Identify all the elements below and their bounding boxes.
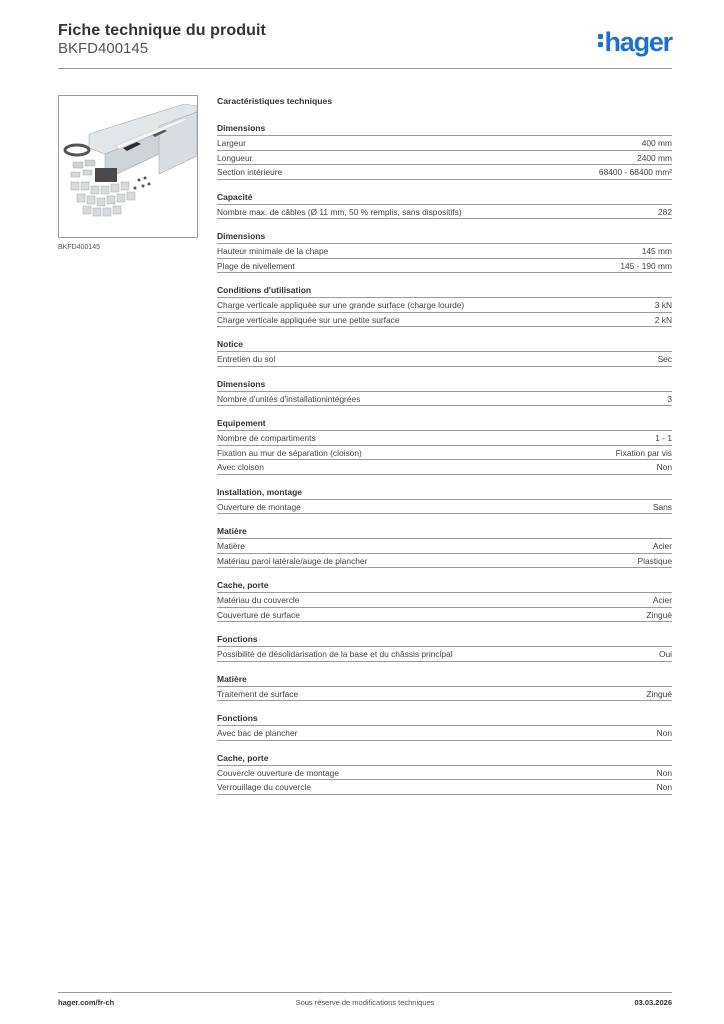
spec-group-title: Dimensions bbox=[217, 122, 672, 136]
spec-group bbox=[217, 417, 672, 475]
spec-value: 145 mm bbox=[641, 246, 672, 256]
footer-date: 03.03.2026 bbox=[634, 998, 672, 1007]
spec-value: Oui bbox=[658, 649, 672, 659]
spec-row bbox=[217, 726, 672, 741]
spec-label: Fixation au mur de séparation (cloison) bbox=[217, 447, 362, 458]
spec-label: Largeur bbox=[217, 138, 246, 148]
spec-label: Couvercle ouverture de montage bbox=[217, 767, 339, 778]
spec-row bbox=[217, 136, 672, 151]
spec-row bbox=[217, 151, 672, 166]
spec-group bbox=[217, 284, 672, 327]
spec-group bbox=[217, 191, 672, 220]
spec-group-title: Conditions d'utilisation bbox=[217, 284, 672, 298]
spec-label: Longueur bbox=[217, 152, 253, 163]
spec-label: Possibilité de désolidarisation de la base et du châssis principal bbox=[217, 649, 453, 659]
spec-group-title: Equipement bbox=[217, 417, 672, 431]
spec-value: Acier bbox=[652, 541, 672, 551]
spec-row bbox=[217, 205, 672, 220]
spec-label: Couverture de surface bbox=[217, 609, 300, 620]
spec-value: Sans bbox=[652, 501, 672, 512]
spec-row bbox=[217, 554, 672, 569]
spec-row bbox=[217, 446, 672, 461]
spec-label: Plage de nivellement bbox=[217, 260, 295, 271]
spec-label: Avec cloison bbox=[217, 462, 264, 472]
spec-label: Charge verticale appliquée sur une grande surface (charge lourde) bbox=[217, 300, 465, 310]
spec-group bbox=[217, 633, 672, 662]
image-caption: BKFD400145 bbox=[58, 244, 101, 251]
spec-row bbox=[217, 593, 672, 608]
spec-group-title: Fonctions bbox=[217, 633, 672, 647]
spec-group bbox=[217, 122, 672, 180]
spec-label: Matière bbox=[217, 541, 245, 551]
spec-group bbox=[217, 338, 672, 367]
spec-label: Section intérieure bbox=[217, 167, 283, 177]
spec-group-title: Matière bbox=[217, 525, 672, 539]
spec-value: 3 bbox=[667, 393, 672, 404]
cable-duct-illustration bbox=[59, 96, 197, 237]
spec-value: 282 bbox=[658, 206, 672, 217]
spec-group bbox=[217, 712, 672, 741]
spec-label: Verrouillage du couvercle bbox=[217, 782, 312, 792]
spec-group bbox=[217, 230, 672, 273]
page-header bbox=[58, 22, 672, 68]
spec-value: 1 - 1 bbox=[655, 433, 672, 443]
spec-row bbox=[217, 766, 672, 781]
spec-label: Nombre d'unités d'installationintégrées bbox=[217, 393, 361, 404]
spec-value: Plastique bbox=[637, 555, 672, 566]
footer-website-link[interactable]: hager.com/fr-ch bbox=[58, 998, 115, 1007]
spec-group-title: Dimensions bbox=[217, 378, 672, 392]
technical-specs bbox=[217, 96, 672, 806]
spec-group-title: Matière bbox=[217, 673, 672, 687]
spec-row bbox=[217, 313, 672, 328]
spec-label: Hauteur minimale de la chape bbox=[217, 246, 329, 256]
spec-group-title: Cache, porte bbox=[217, 579, 672, 593]
spec-label: Charge verticale appliquée sur une petite surface bbox=[217, 314, 400, 325]
spec-label: Matériau paroi latérale/auge de plancher bbox=[217, 555, 368, 566]
spec-group bbox=[217, 525, 672, 568]
logo-dots-icon bbox=[598, 34, 603, 48]
spec-row bbox=[217, 647, 672, 662]
spec-value: Non bbox=[656, 767, 672, 778]
spec-row bbox=[217, 608, 672, 623]
product-image bbox=[58, 95, 198, 238]
page-footer bbox=[58, 993, 672, 1007]
spec-row bbox=[217, 165, 672, 180]
specs-heading: Caractéristiques techniques bbox=[217, 96, 333, 106]
spec-row bbox=[217, 460, 672, 475]
spec-group-title: Notice bbox=[217, 338, 672, 352]
footer-disclaimer: Sous réserve de modifications techniques bbox=[295, 998, 435, 1007]
spec-group bbox=[217, 378, 672, 407]
spec-value: 68400 - 68400 mm² bbox=[598, 167, 672, 177]
spec-row bbox=[217, 298, 672, 313]
spec-group bbox=[217, 752, 672, 795]
spec-group bbox=[217, 486, 672, 515]
spec-label: Nombre de compartiments bbox=[217, 433, 316, 443]
spec-value: Fixation par vis bbox=[615, 447, 672, 458]
spec-label: Entretien du sol bbox=[217, 354, 276, 364]
spec-value: 3 kN bbox=[654, 300, 672, 310]
spec-label: Avec bac de plancher bbox=[217, 728, 298, 738]
spec-group bbox=[217, 673, 672, 702]
spec-value: Non bbox=[656, 782, 672, 792]
spec-value: Acier bbox=[652, 595, 672, 605]
spec-groups bbox=[217, 122, 672, 795]
spec-row bbox=[217, 500, 672, 515]
spec-value: Zingué bbox=[646, 609, 672, 620]
spec-label: Ouverture de montage bbox=[217, 501, 301, 512]
spec-value: 2 kN bbox=[654, 314, 672, 325]
spec-row bbox=[217, 431, 672, 446]
spec-row bbox=[217, 780, 672, 795]
logo-text: hager bbox=[604, 27, 672, 57]
spec-row bbox=[217, 259, 672, 274]
spec-row bbox=[217, 687, 672, 702]
spec-row bbox=[217, 352, 672, 367]
spec-group bbox=[217, 579, 672, 622]
spec-label: Matériau du couvercle bbox=[217, 595, 300, 605]
spec-group-title: Fonctions bbox=[217, 712, 672, 726]
spec-value: Non bbox=[656, 728, 672, 738]
page-title: Fiche technique du produit bbox=[58, 22, 266, 39]
header-divider bbox=[58, 68, 672, 69]
spec-row bbox=[217, 392, 672, 407]
spec-value: 145 - 190 mm bbox=[620, 260, 672, 271]
spec-row bbox=[217, 539, 672, 554]
spec-value: Sec bbox=[657, 354, 672, 364]
hager-logo[interactable] bbox=[598, 27, 672, 58]
spec-value: Non bbox=[656, 462, 672, 472]
spec-label: Traitement de surface bbox=[217, 688, 299, 699]
spec-group-title: Cache, porte bbox=[217, 752, 672, 766]
spec-value: Zingué bbox=[646, 688, 672, 699]
product-code: BKFD400145 bbox=[58, 40, 149, 57]
spec-group-title: Dimensions bbox=[217, 230, 672, 244]
spec-value: 2400 mm bbox=[637, 152, 672, 163]
spec-label: Nombre max. de câbles (Ø 11 mm, 50 % remplis, sans dispositifs) bbox=[217, 206, 462, 217]
spec-row bbox=[217, 244, 672, 259]
spec-group-title: Installation, montage bbox=[217, 486, 672, 500]
spec-value: 400 mm bbox=[641, 138, 672, 148]
spec-group-title: Capacité bbox=[217, 191, 672, 205]
